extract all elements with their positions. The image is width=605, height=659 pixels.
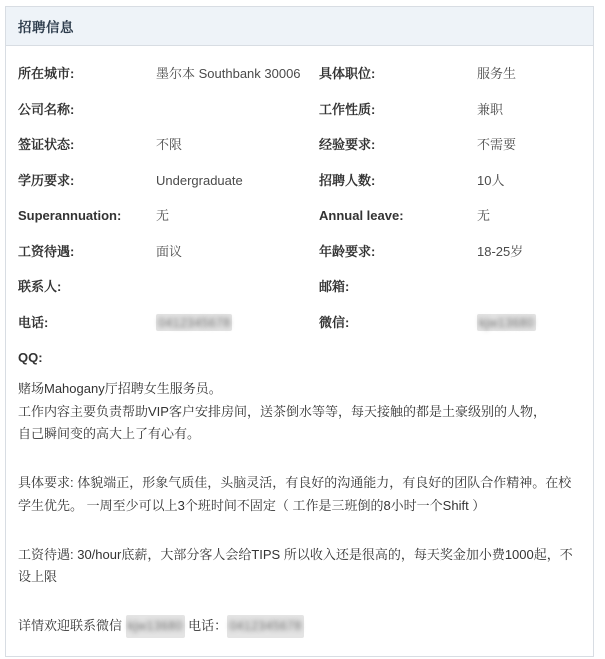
desc-wechat-redacted: kjw13680 bbox=[126, 615, 185, 638]
desc-requirements: 具体要求: 体貌端正，形象气质佳，头脑灵活，有良好的沟通能力，有良好的团队合作精神。在校学生优先。 一周至少可以上3个班时间不固定（ 工作是三班倒的8小时一个Shift ） bbox=[18, 475, 572, 513]
experience-value: 不需要 bbox=[477, 137, 517, 153]
annual-leave-label: Annual leave: bbox=[319, 208, 404, 224]
empty-value bbox=[473, 340, 593, 376]
desc-contact bbox=[18, 615, 581, 638]
superannuation-value: 无 bbox=[156, 208, 170, 224]
desc-line-3: 自己瞬间变的高大上了有心有。 bbox=[18, 426, 201, 442]
contact-value bbox=[152, 269, 315, 305]
desc-salary: 工资待遇: 30/hour底薪，大部分客人会给TIPS 所以收入还是很高的，每天奖金加小费1000起，不设上限 bbox=[18, 546, 573, 585]
salary-value: 面议 bbox=[156, 243, 183, 259]
wechat-label: 微信: bbox=[319, 314, 350, 330]
table-row bbox=[6, 92, 593, 128]
company-value bbox=[152, 92, 315, 128]
table-row bbox=[6, 305, 593, 341]
job-description bbox=[6, 376, 593, 638]
worktype-value: 兼职 bbox=[477, 101, 504, 117]
desc-contact-mid: 电话： bbox=[184, 618, 228, 634]
table-row bbox=[6, 269, 593, 305]
city-value: 墨尔本 Southbank 30006 bbox=[156, 66, 301, 81]
panel-body bbox=[6, 46, 593, 656]
wechat-value bbox=[473, 305, 593, 341]
visa-label: 签证状态: bbox=[18, 137, 75, 153]
headcount-value: 10人 bbox=[477, 172, 505, 188]
email-value bbox=[473, 269, 593, 305]
age-label: 年龄要求: bbox=[319, 243, 376, 259]
education-label: 学历要求: bbox=[18, 172, 75, 188]
salary-label: 工资待遇: bbox=[18, 243, 75, 259]
job-info-panel bbox=[5, 6, 594, 657]
contact-label: 联系人: bbox=[18, 279, 62, 295]
panel-title: 招聘信息 bbox=[6, 7, 593, 46]
position-value: 服务生 bbox=[477, 66, 517, 81]
phone-value bbox=[152, 305, 315, 341]
desc-line-1: 赌场Mahogany厅招聘女生服务员。 bbox=[18, 380, 222, 396]
experience-label: 经验要求: bbox=[319, 137, 376, 153]
superannuation-label: Superannuation: bbox=[18, 208, 122, 224]
worktype-label: 工作性质: bbox=[319, 101, 376, 117]
age-value: 18-25岁 bbox=[477, 243, 524, 259]
table-row bbox=[6, 198, 593, 234]
headcount-label: 招聘人数: bbox=[319, 172, 376, 188]
empty-label bbox=[315, 340, 473, 376]
education-value: Undergraduate bbox=[156, 172, 243, 188]
table-row bbox=[6, 56, 593, 92]
visa-value: 不限 bbox=[156, 137, 183, 153]
desc-phone-redacted: 0412345678 bbox=[227, 615, 303, 638]
email-label: 邮箱: bbox=[319, 279, 350, 295]
phone-redacted: 0412345678 bbox=[158, 314, 231, 330]
position-label: 具体职位: bbox=[319, 66, 376, 81]
annual-leave-value: 无 bbox=[477, 208, 491, 224]
city-label: 所在城市: bbox=[18, 66, 75, 81]
table-row bbox=[6, 163, 593, 199]
qq-value bbox=[152, 340, 315, 376]
qq-label: QQ: bbox=[18, 350, 43, 366]
company-label: 公司名称: bbox=[18, 101, 75, 117]
phone-label: 电话: bbox=[18, 314, 49, 330]
table-row bbox=[6, 340, 593, 376]
job-info-table bbox=[6, 56, 593, 376]
table-row bbox=[6, 127, 593, 163]
desc-line-2: 工作内容主要负责帮助VIP客户安排房间，送茶倒水等等，每天接触的都是土豪级别的人物， bbox=[18, 403, 546, 419]
wechat-redacted: kjw13680 bbox=[479, 314, 534, 330]
desc-contact-prefix: 详情欢迎联系微信 bbox=[18, 618, 126, 634]
table-row bbox=[6, 234, 593, 270]
